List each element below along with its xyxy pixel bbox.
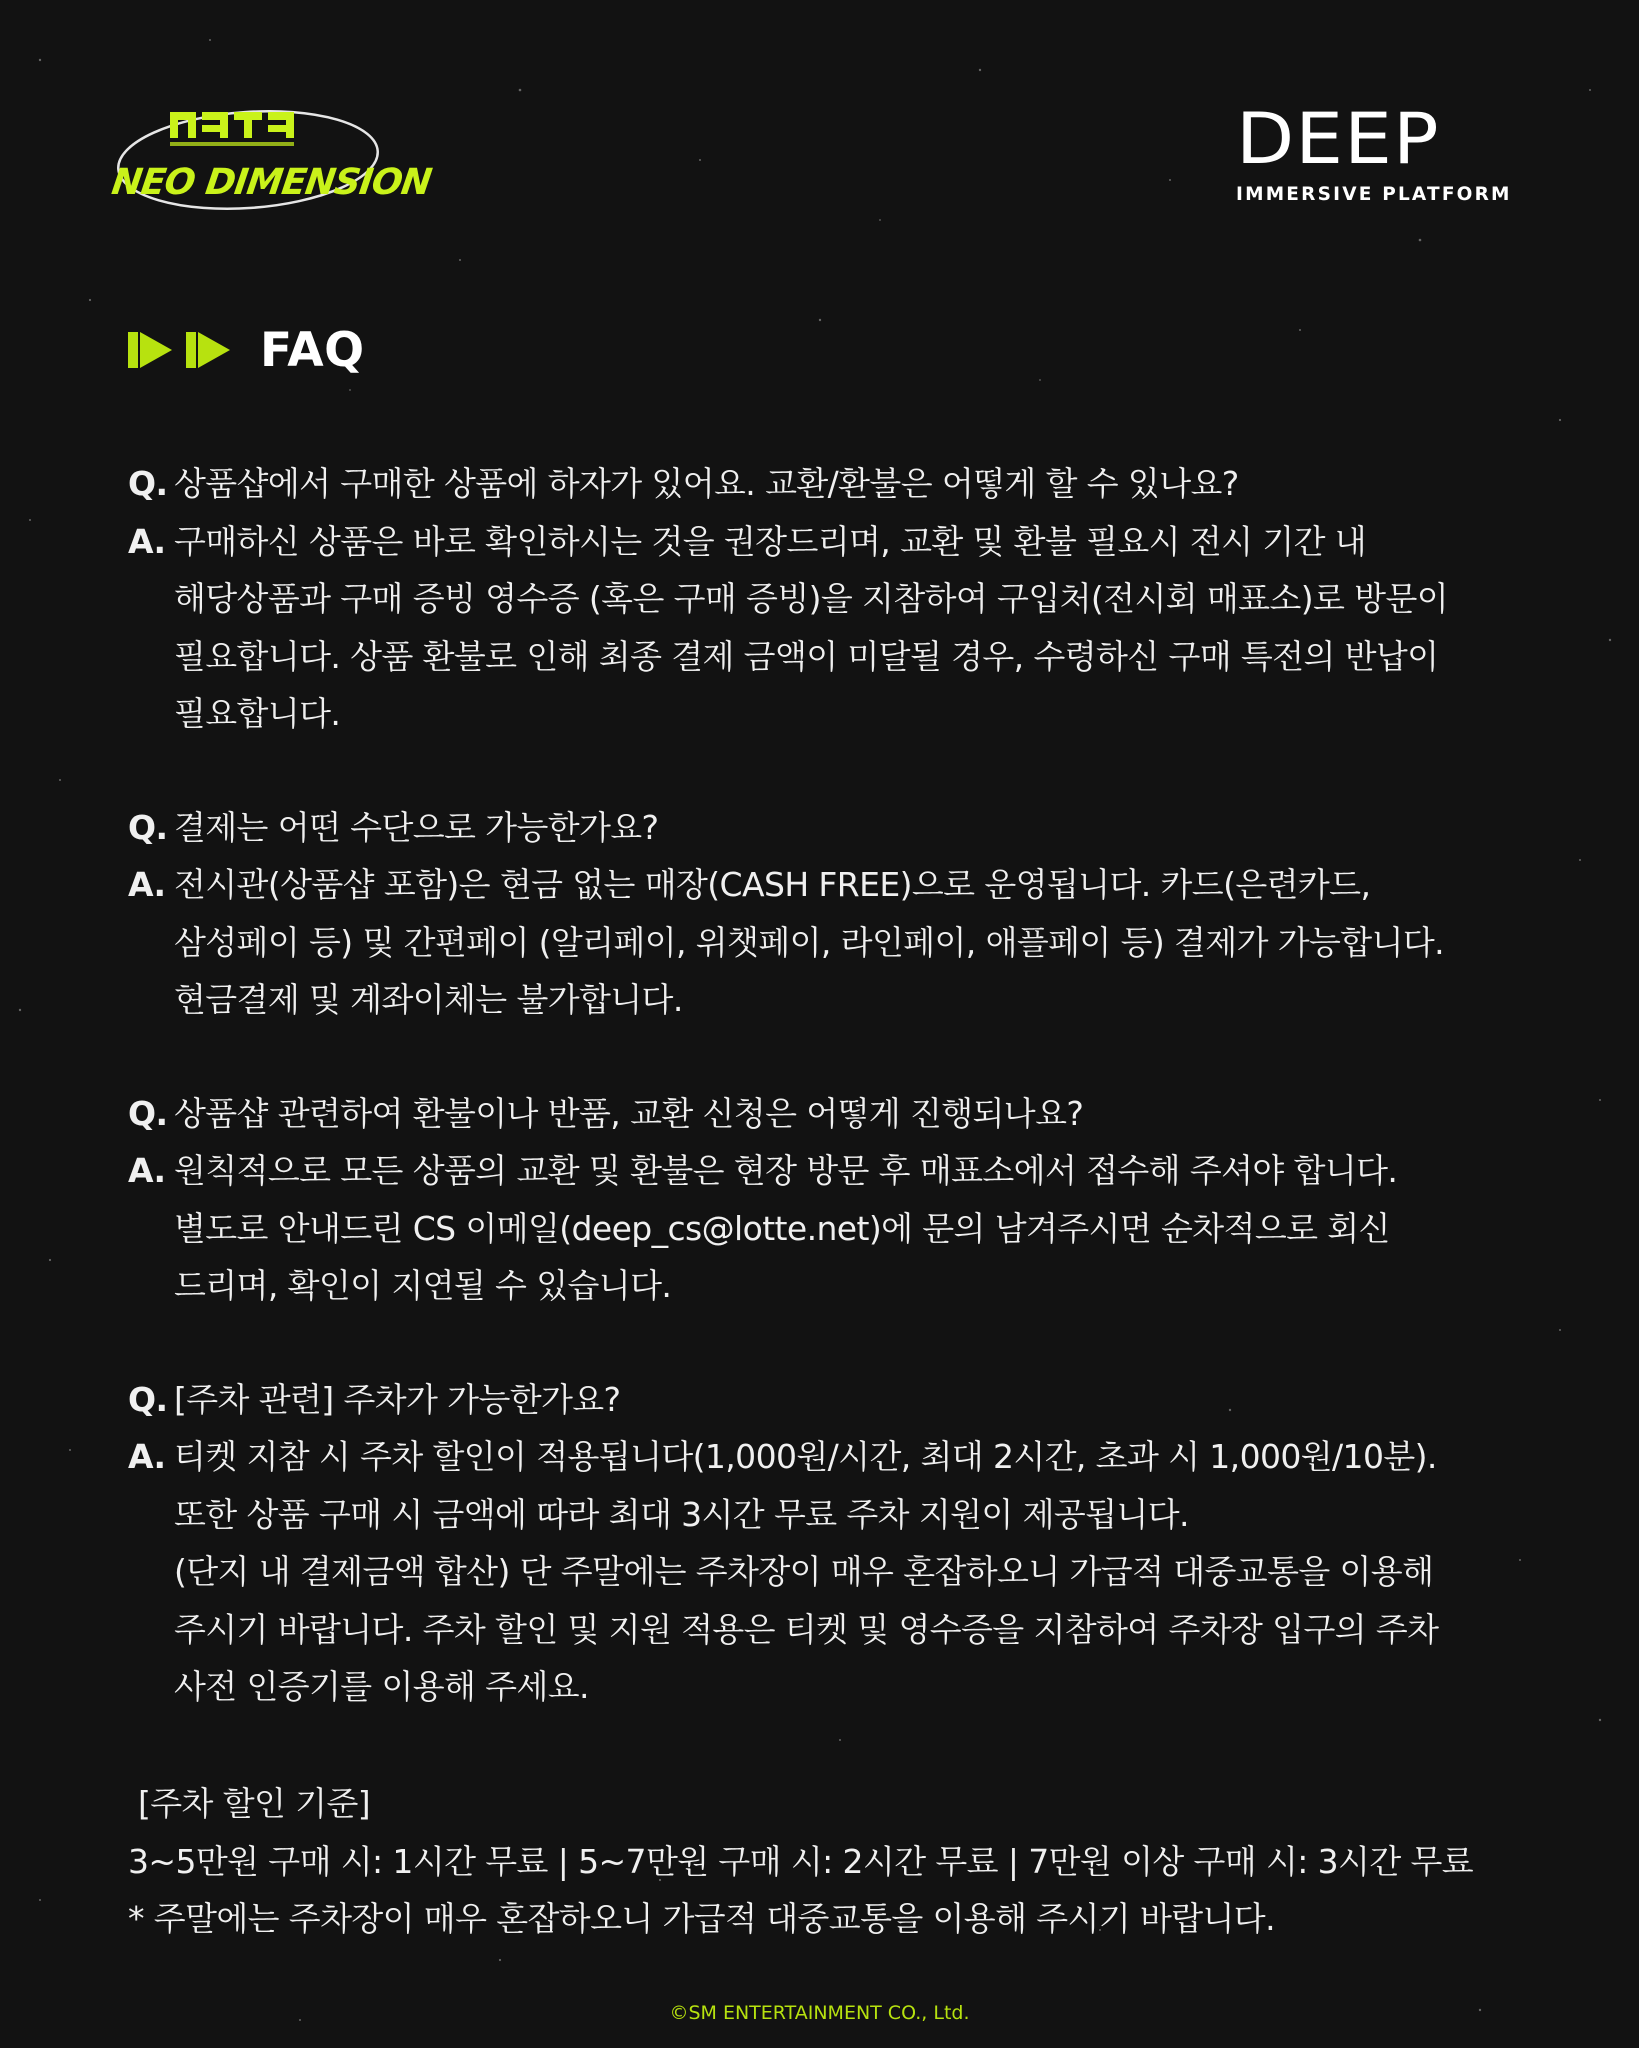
faq-item — [128, 455, 1528, 743]
parking-criteria: 3~5만원 구매 시: 1시간 무료 | 5~7만원 구매 시: 2시간 무료 | 7만원 이상 구매 시: 3시간 무료 — [128, 1841, 1474, 1881]
footer-copyright: ©SM ENTERTAINMENT CO., Ltd. — [669, 2002, 970, 2024]
svg-text:NEO DIMENSION: NEO DIMENSION — [109, 160, 434, 203]
faq-question — [128, 799, 1528, 857]
question-text: 상품샵에서 구매한 상품에 하자가 있어요. 교환/환불은 어떻게 할 수 있나요? — [174, 464, 1239, 503]
nct-neo-dimension-logo — [109, 98, 434, 218]
faq-answer-line — [128, 856, 1528, 914]
faq-header — [128, 320, 365, 380]
faq-answer-line: 필요합니다. 상품 환불로 인해 최종 결제 금액이 미달될 경우, 수령하신 구매 특전의 반납이 — [174, 636, 1439, 676]
faq-question — [128, 1371, 1528, 1429]
faq-question — [128, 455, 1528, 513]
parking-discount-section — [128, 1775, 1528, 1948]
answer-text: 전시관(상품샵 포함)은 현금 없는 매장(CASH FREE)으로 운영됩니다. 카드(은련카드, — [174, 865, 1371, 904]
faq-answer-line: 별도로 안내드린 CS 이메일(deep_cs@lotte.net)에 문의 남겨주시면 순차적으로 회신 — [174, 1208, 1390, 1248]
parking-heading: [주차 할인 기준] — [138, 1784, 370, 1823]
double-play-arrow-icon — [128, 326, 234, 374]
question-prefix: Q. — [128, 807, 168, 847]
answer-prefix: A. — [128, 1437, 166, 1476]
faq-answer-line: 현금결제 및 계좌이체는 불가합니다. — [174, 980, 683, 1019]
faq-answer-line: 삼성페이 등) 및 간편페이 (알리페이, 위챗페이, 라인페이, 애플페이 등) 결제가 가능합니다. — [174, 922, 1445, 962]
question-prefix: Q. — [128, 1379, 168, 1419]
parking-note: * 주말에는 주차장이 매우 혼잡하오니 가급적 대중교통을 이용해 주시기 바랍니다. — [128, 1899, 1275, 1938]
answer-text: 원칙적으로 모든 상품의 교환 및 환불은 현장 방문 후 매표소에서 접수해 주셔야 합니다. — [174, 1151, 1398, 1190]
question-prefix: Q. — [128, 464, 168, 503]
faq-answer-line: 주시기 바랍니다. 주차 할인 및 지원 적용은 티켓 및 영수증을 지참하여 주차장 입구의 주차 — [174, 1609, 1439, 1649]
faq-title: FAQ — [260, 322, 365, 378]
answer-prefix: A. — [128, 865, 166, 904]
faq-question — [128, 1085, 1528, 1143]
faq-answer-line — [128, 513, 1528, 571]
faq-item — [128, 1371, 1528, 1716]
deep-logo — [1236, 98, 1512, 205]
faq-answer-line: 사전 인증기를 이용해 주세요. — [174, 1667, 589, 1706]
faq-answer-line — [128, 1428, 1528, 1486]
question-text: 상품샵 관련하여 환불이나 반품, 교환 신청은 어떻게 진행되나요? — [174, 1093, 1084, 1133]
deep-tagline: IMMERSIVE PLATFORM — [1236, 184, 1512, 205]
faq-answer-line: 드리며, 확인이 지연될 수 있습니다. — [174, 1266, 672, 1305]
faq-list — [128, 455, 1528, 1772]
faq-item — [128, 799, 1528, 1029]
faq-answer-line: 또한 상품 구매 시 금액에 따라 최대 3시간 무료 주차 지원이 제공됩니다. — [174, 1494, 1189, 1534]
question-text: 결제는 어떤 수단으로 가능한가요? — [174, 807, 659, 847]
answer-prefix: A. — [128, 1151, 166, 1190]
answer-prefix: A. — [128, 521, 166, 561]
faq-answer-line: 해당상품과 구매 증빙 영수증 (혹은 구매 증빙)을 지참하여 구입처(전시회 매표소)로 방문이 — [174, 579, 1449, 618]
question-prefix: Q. — [128, 1093, 168, 1133]
question-text: [주차 관련] 주차가 가능한가요? — [174, 1379, 621, 1419]
answer-text: 구매하신 상품은 바로 확인하시는 것을 권장드리며, 교환 및 환불 필요시 전시 기간 내 — [174, 521, 1367, 561]
deep-wordmark: DEEP — [1236, 98, 1440, 180]
faq-item — [128, 1085, 1528, 1315]
faq-answer-line — [128, 1142, 1528, 1200]
answer-text: 티켓 지참 시 주차 할인이 적용됩니다(1,000원/시간, 최대 2시간, 초과 시 1,000원/10분). — [174, 1437, 1437, 1476]
faq-answer-line: 필요합니다. — [174, 694, 341, 733]
faq-answer-line: (단지 내 결제금액 합산) 단 주말에는 주차장이 매우 혼잡하오니 가급적 대중교통을 이용해 — [174, 1552, 1434, 1591]
